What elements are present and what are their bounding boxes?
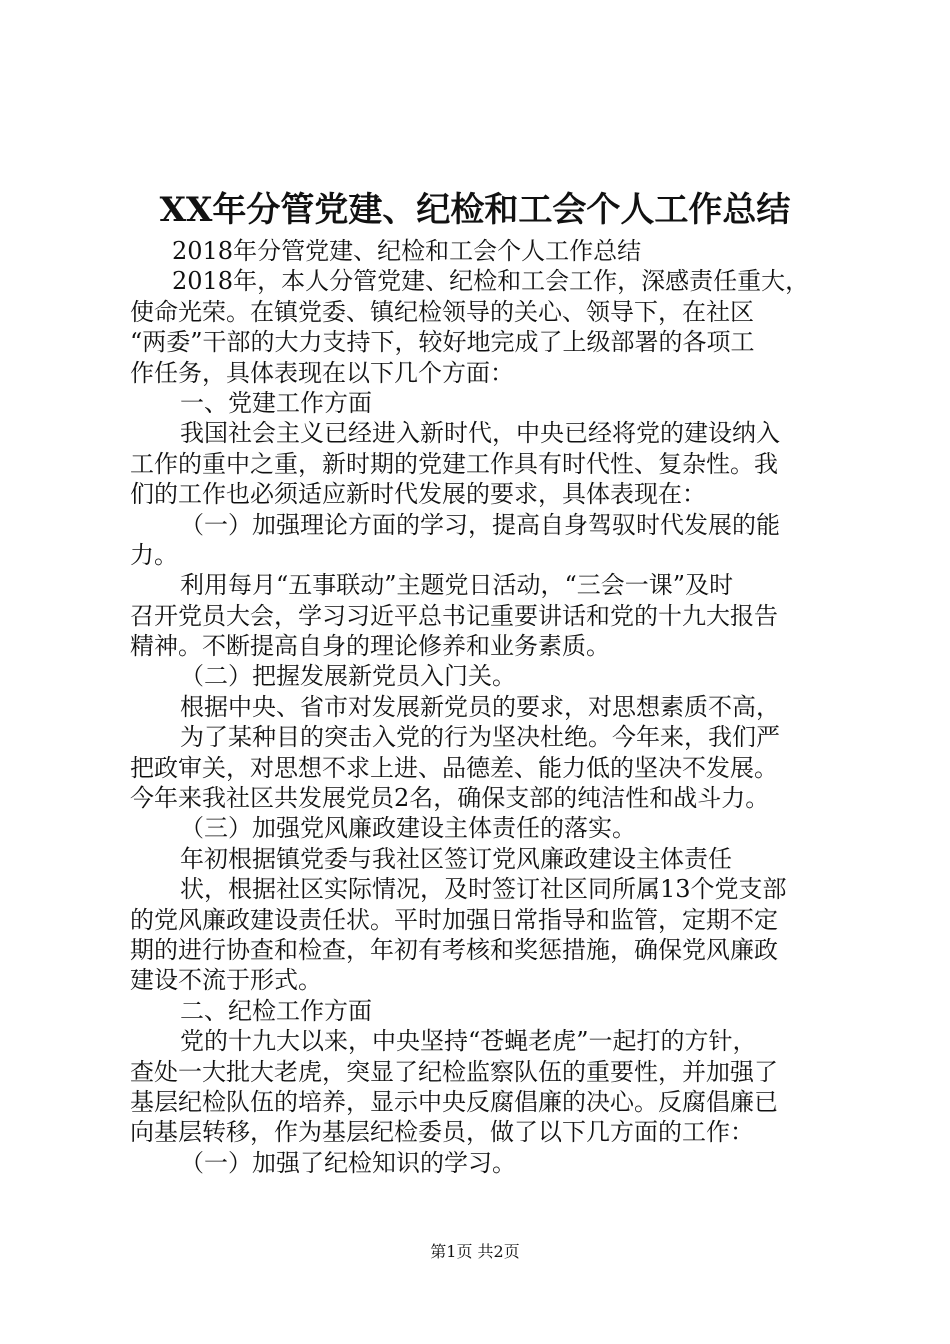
document-title: XX年分管党建、纪检和工会个人工作总结 [159,190,791,230]
paragraph-line: 2018年，本人分管党建、纪检和工会工作，深感责任重大， [172,267,810,296]
paragraph-line: 精神。不断提高自身的理论修养和业务素质。 [130,632,610,661]
paragraph-line: 向基层转移，作为基层纪检委员，做了以下几方面的工作： [130,1118,754,1147]
subsection-heading: （二）把握发展新党员入门关。 [180,662,516,691]
paragraph-line: 使命光荣。在镇党委、镇纪检领导的关心、领导下，在社区 [130,297,754,326]
paragraph-line: 党的十九大以来，中央坚持“苍蝇老虎”一起打的方针， [180,1027,757,1056]
paragraph-line: 作任务，具体表现在以下几个方面： [130,358,514,387]
paragraph-line: 把政审关，对思想不求上进、品德差、能力低的坚决不发展。 [130,753,778,782]
paragraph-line: 今年来我社区共发展党员2名，确保支部的纯洁性和战斗力。 [130,784,770,813]
section-heading: 二、纪检工作方面 [180,996,372,1025]
page-footer: 第1页 共2页 [430,1242,520,1261]
paragraph-line: 查处一大批大老虎，突显了纪检监察队伍的重要性，并加强了 [130,1057,778,1086]
paragraph-line: 建设不流于形式。 [130,966,322,995]
paragraph-line: 为了某种目的突击入党的行为坚决杜绝。今年来，我们严 [180,723,780,752]
paragraph-line: 根据中央、省市对发展新党员的要求，对思想素质不高， [180,692,780,721]
subsection-heading: （一）加强了纪检知识的学习。 [180,1148,516,1177]
document-body [130,236,830,1178]
paragraph-line: 的党风廉政建设责任状。平时加强日常指导和监管，定期不定 [130,905,778,934]
paragraph-line: 工作的重中之重，新时期的党建工作具有时代性、复杂性。我 [130,449,778,478]
paragraph-line: 2018年分管党建、纪检和工会个人工作总结 [172,237,642,265]
subsection-heading: （一）加强理论方面的学习，提高自身驾驭时代发展的能 [180,510,780,539]
paragraph-line: 利用每月“五事联动”主题党日活动，“三会一课”及时 [180,571,734,600]
paragraph-line: 期的进行协查和检查，年初有考核和奖惩措施，确保党风廉政 [130,935,778,964]
section-heading: 一、党建工作方面 [180,388,372,417]
paragraph-line: 我国社会主义已经进入新时代，中央已经将党的建设纳入 [180,419,780,448]
paragraph-line: 们的工作也必须适应新时代发展的要求，具体表现在： [130,480,706,509]
paragraph-line: 力。 [130,540,178,569]
paragraph-line: “两委”干部的大力支持下，较好地完成了上级部署的各项工 [130,328,755,357]
paragraph-line: 召开党员大会，学习习近平总书记重要讲话和党的十九大报告 [130,601,778,630]
subsection-heading: （三）加强党风廉政建设主体责任的落实。 [180,814,636,843]
paragraph-line: 基层纪检队伍的培养，显示中央反腐倡廉的决心。反腐倡廉已 [130,1087,778,1116]
paragraph-line: 状，根据社区实际情况，及时签订社区同所属13个党支部 [180,875,787,904]
paragraph-line: 年初根据镇党委与我社区签订党风廉政建设主体责任 [180,844,732,873]
